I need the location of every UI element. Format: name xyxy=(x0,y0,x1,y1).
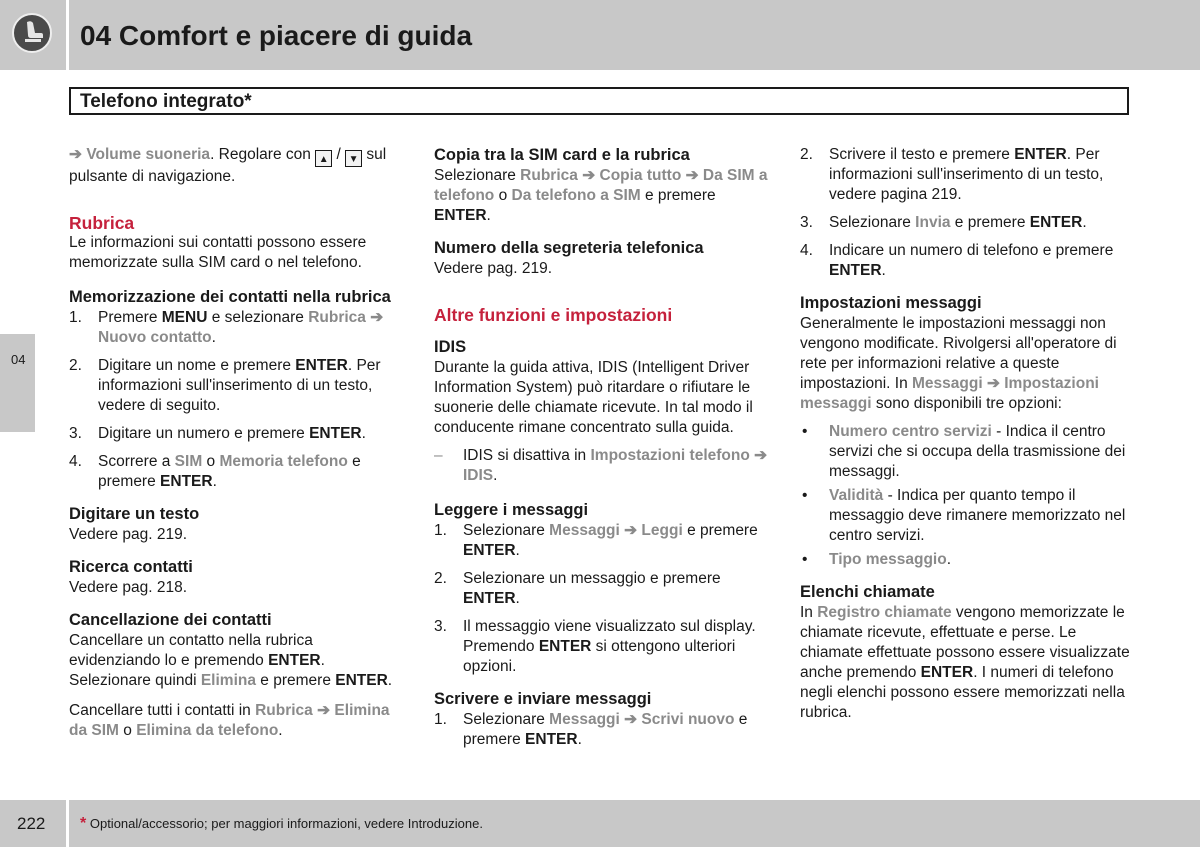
list-item: 1. Premere MENU e selezionare Rubrica ➔ Nuovo contatto. xyxy=(69,309,384,346)
column-2 xyxy=(434,145,769,750)
list-item: 4. Indicare un numero di telefono e premere ENTER. xyxy=(800,242,1114,279)
heading-rubrica: Rubrica xyxy=(69,213,135,233)
volume-intro: ➔ Volume suoneria. Regolare con ▲ / ▼ sul pulsante di navigazione. xyxy=(69,146,387,185)
list-item: – IDIS si disattiva in Impostazioni telefono ➔ IDIS. xyxy=(434,447,768,484)
heading-digitare: Digitare un testo xyxy=(69,505,200,523)
side-chapter-label: 04 xyxy=(11,352,26,367)
list-item: 2. Selezionare un messaggio e premere ENTER. xyxy=(434,570,721,607)
heading-leggere: Leggere i messaggi xyxy=(434,501,589,519)
bullet-item: • Validità - Indica per quanto tempo il messaggio deve rimanere memorizzato nel centro servizi. xyxy=(802,487,1126,544)
paragraph: Cancellare tutti i contatti in Rubrica ➔ Elimina da SIM o Elimina da telefono. xyxy=(69,702,390,739)
heading-ricerca: Ricerca contatti xyxy=(69,558,193,576)
heading-elenchi: Elenchi chiamate xyxy=(800,583,935,601)
chapter-icon-box xyxy=(0,0,66,70)
list-item: 3. Selezionare Invia e premere ENTER. xyxy=(800,214,1087,231)
list-item: 3. Digitare un numero e premere ENTER. xyxy=(69,425,366,442)
asterisk-icon: * xyxy=(80,815,87,832)
paragraph: Cancellare un contatto nella rubrica evidenziando lo e premendo ENTER. Selezionare quindi Elimina e premere ENTER. xyxy=(69,632,393,689)
list-item: 2. Scrivere il testo e premere ENTER. Per informazioni sull'inserimento di un testo, vedere pagina 219. xyxy=(800,146,1104,203)
paragraph: Generalmente le impostazioni messaggi non vengono modificate. Rivolgersi all'operatore di rete per informazioni relative a queste impostazioni. In Messaggi ➔ Impostazioni messaggi sono disponibili tre opzioni: xyxy=(800,315,1117,412)
section-title: Telefono integrato* xyxy=(80,91,252,112)
heading-cancellazione: Cancellazione dei contatti xyxy=(69,611,272,629)
column-3 xyxy=(800,145,1135,723)
paragraph: Selezionare Rubrica ➔ Copia tutto ➔ Da SIM a telefono o Da telefono a SIM e premere ENTER. xyxy=(434,167,768,224)
heading-segreteria: Numero della segreteria telefonica xyxy=(434,239,704,257)
heading-copia: Copia tra la SIM card e la rubrica xyxy=(434,146,690,164)
list-item: 3. Il messaggio viene visualizzato sul display. Premendo ENTER si ottengono ulteriori opzioni. xyxy=(434,618,756,675)
column-1 xyxy=(69,145,399,741)
paragraph: Le informazioni sui contatti possono essere memorizzate sulla SIM card o nel telefono. xyxy=(69,234,367,271)
menu-path: Volume suoneria xyxy=(86,146,211,163)
paragraph: Vedere pag. 218. xyxy=(69,579,188,596)
heading-memorizzazione: Memorizzazione dei contatti nella rubrica xyxy=(69,288,391,306)
paragraph: Vedere pag. 219. xyxy=(434,260,553,277)
arrow-icon: ➔ xyxy=(69,146,82,163)
heading-impostazioni: Impostazioni messaggi xyxy=(800,294,982,312)
up-arrow-key-icon: ▲ xyxy=(315,150,332,167)
heading-altre-funzioni: Altre funzioni e impostazioni xyxy=(434,305,673,325)
list-item: 1. Selezionare Messaggi ➔ Leggi e premere ENTER. xyxy=(434,522,758,559)
bullet-item: • Numero centro servizi - Indica il centro servizi che si occupa della trasmissione dei messaggi. xyxy=(802,423,1126,480)
list-item: 2. Digitare un nome e premere ENTER. Per informazioni sull'inserimento di un testo, vedere di seguito. xyxy=(69,357,381,414)
down-arrow-key-icon: ▼ xyxy=(345,150,362,167)
paragraph: Vedere pag. 219. xyxy=(69,526,188,543)
heading-idis: IDIS xyxy=(434,338,467,356)
side-chapter-tab xyxy=(0,334,35,432)
paragraph: In Registro chiamate vengono memorizzate le chiamate ricevute, effettuate e perse. Le chiamate effettuate possono essere visualizzate anche premendo ENTER. I numeri di telefono negli elenchi possono essere memorizzati nella rubrica. xyxy=(800,604,1130,721)
list-item: 4. Scorrere a SIM o Memoria telefono e premere ENTER. xyxy=(69,453,361,490)
paragraph: Durante la guida attiva, IDIS (Intelligent Driver Information System) può ritardare o rifiutare le suonerie delle chiamate ricevute. In tal modo il conducente rimane concentrato sulla guida. xyxy=(434,359,753,436)
footnote: * Optional/accessorio; per maggiori informazioni, vedere Introduzione. xyxy=(80,815,483,832)
car-seat-icon xyxy=(12,13,52,53)
bullet-item: • Tipo messaggio. xyxy=(802,551,952,568)
list-item: 1. Selezionare Messaggi ➔ Scrivi nuovo e premere ENTER. xyxy=(434,711,748,748)
chapter-title: 04 Comfort e piacere di guida xyxy=(80,20,473,51)
heading-scrivere: Scrivere e inviare messaggi xyxy=(434,690,652,708)
page-number: 222 xyxy=(17,814,46,833)
